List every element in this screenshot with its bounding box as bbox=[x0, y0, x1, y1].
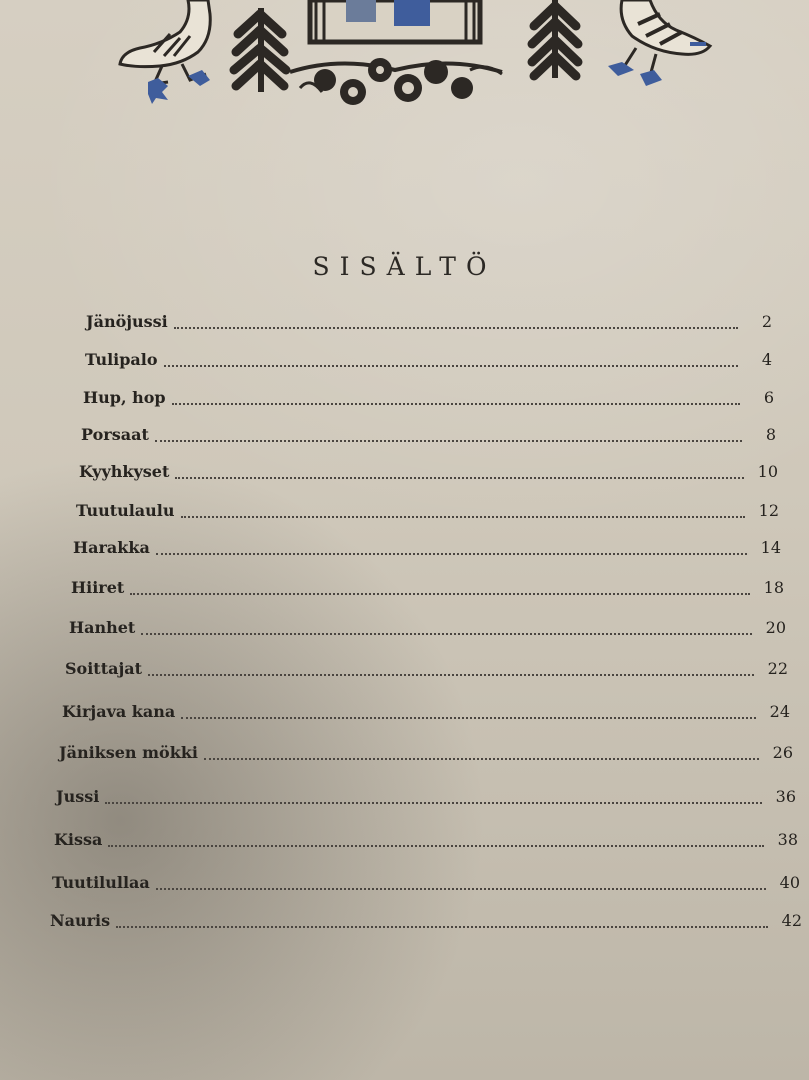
entry-page-number: 36 bbox=[775, 787, 796, 806]
list-item bbox=[52, 873, 800, 899]
entry-page-number: 42 bbox=[781, 911, 802, 930]
entry-title: Hanhet bbox=[69, 618, 136, 637]
entry-page-number: 40 bbox=[779, 873, 800, 892]
dot-leader bbox=[174, 327, 738, 329]
dot-leader bbox=[204, 758, 759, 760]
entry-page-number: 20 bbox=[765, 618, 786, 637]
dot-leader bbox=[155, 440, 742, 442]
entry-page-number: 10 bbox=[757, 462, 778, 481]
entry-title: Kirjava kana bbox=[62, 702, 176, 721]
entry-page-number: 4 bbox=[761, 350, 772, 369]
entry-title: Porsaat bbox=[81, 425, 149, 444]
entry-title: Harakka bbox=[73, 538, 150, 557]
dot-leader bbox=[156, 553, 747, 555]
list-item bbox=[54, 830, 798, 856]
entry-title: Tuutulaulu bbox=[76, 501, 175, 520]
dot-leader bbox=[105, 802, 762, 804]
dot-leader bbox=[181, 516, 745, 518]
dot-leader bbox=[108, 845, 764, 847]
entry-page-number: 2 bbox=[761, 312, 772, 331]
dot-leader bbox=[172, 403, 740, 405]
list-item bbox=[81, 425, 776, 451]
entry-page-number: 14 bbox=[760, 538, 781, 557]
list-item bbox=[79, 462, 778, 488]
entry-title: Jussi bbox=[56, 787, 100, 806]
list-item bbox=[56, 787, 796, 813]
dot-leader bbox=[130, 593, 750, 595]
entry-title: Jäniksen mökki bbox=[59, 743, 198, 762]
list-item bbox=[76, 501, 779, 527]
dot-leader bbox=[156, 888, 766, 890]
dot-leader bbox=[181, 717, 756, 719]
list-item bbox=[86, 312, 772, 338]
entry-title: Tulipalo bbox=[85, 350, 158, 369]
entry-page-number: 12 bbox=[758, 501, 779, 520]
entry-title: Soittajat bbox=[65, 659, 142, 678]
entry-title: Hup, hop bbox=[83, 388, 166, 407]
entry-title: Jänöjussi bbox=[86, 312, 168, 331]
entry-title: Tuutilullaa bbox=[52, 873, 150, 892]
entry-page-number: 8 bbox=[765, 425, 776, 444]
dot-leader bbox=[148, 674, 754, 676]
entry-title: Kissa bbox=[54, 830, 103, 849]
list-item bbox=[73, 538, 781, 564]
dot-leader bbox=[116, 926, 768, 928]
list-item bbox=[83, 388, 774, 414]
page-title: SISÄLTÖ bbox=[312, 252, 497, 281]
entry-page-number: 24 bbox=[769, 702, 790, 721]
entry-page-number: 18 bbox=[763, 578, 784, 597]
entry-title: Kyyhkyset bbox=[79, 462, 170, 481]
entry-page-number: 26 bbox=[772, 743, 793, 762]
list-item bbox=[50, 911, 802, 937]
list-item bbox=[69, 618, 786, 644]
list-item bbox=[62, 702, 790, 728]
list-item bbox=[59, 743, 793, 769]
dot-leader bbox=[175, 477, 744, 479]
entry-page-number: 22 bbox=[767, 659, 788, 678]
dot-leader bbox=[164, 365, 738, 367]
dot-leader bbox=[141, 633, 752, 635]
list-item bbox=[71, 578, 784, 604]
entry-title: Hiiret bbox=[71, 578, 125, 597]
entry-page-number: 38 bbox=[777, 830, 798, 849]
entry-page-number: 6 bbox=[763, 388, 774, 407]
entry-title: Nauris bbox=[50, 911, 111, 930]
list-item bbox=[65, 659, 788, 685]
list-item bbox=[85, 350, 772, 376]
